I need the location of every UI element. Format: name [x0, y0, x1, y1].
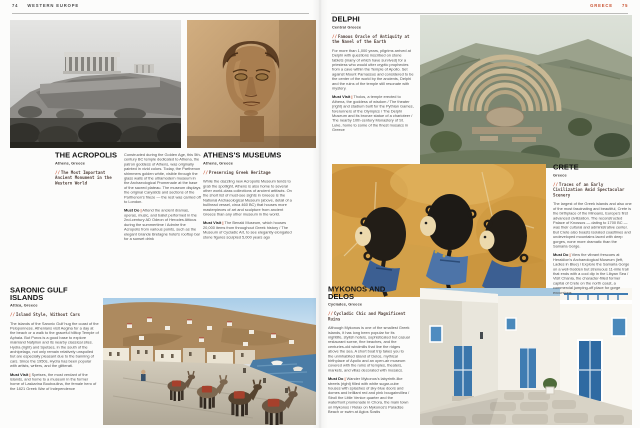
- must-text: Wander Mykonos's labyrinth-like streets (right) filled with white sugar-cube houses with splashes of sky-blue doors and domes and brilliant red and pink bougainvillea / Stroll the Little Venice quarter and the waterfront promenade in Chora, the main town on Mykonos / Relax on Mykonos's Paradise Beach or swim at Agios Sostis: [328, 376, 410, 415]
- must-label: Must Do: [328, 376, 344, 382]
- tagline-slashes-icon: //: [10, 312, 15, 317]
- delphi-theater-photo-art: [420, 15, 632, 168]
- article-location: Attica, Greece: [10, 303, 38, 308]
- article-tagline: Traces of an Early Civilization Amid Spectacular Scenery: [553, 181, 625, 198]
- article-tagline: Famous Oracle of Antiquity at the Navel of the Earth: [332, 33, 410, 45]
- tagline-slashes-icon: //: [203, 169, 208, 175]
- article-title: ATHENS'S MUSEUMS: [203, 151, 282, 160]
- article-title: MYKONOS AND DELOS: [328, 285, 386, 301]
- header-rule-right: [331, 13, 628, 14]
- must-text: Spetses, the most verdant of the islands, and home to a museum in the former home of Laskarina Bouboulina, the female hero of the 1821 Greek War of Independence: [10, 372, 97, 391]
- tagline-slashes-icon: //: [553, 181, 558, 187]
- header-rule-left: [12, 13, 309, 14]
- stone-head-photo: [187, 20, 316, 148]
- must-text: The Benaki Museum, which houses 20,000 items from throughout Greek history / The Museum of Cycladic Art, to see elegantly elongated stone figures sculpted 5,000 years ago: [203, 220, 292, 240]
- article-location: Cyclades, Greece: [328, 302, 363, 307]
- must-separator: |: [344, 376, 346, 382]
- page-number-right: 75: [621, 3, 628, 8]
- article-crete: [553, 164, 632, 426]
- article-body: For more than 1,000 years, pilgrims arrived at Delphi with questions inscribed on stone tablets (many of which have survived) for a priestess who would utter cryptic prophecies from a cave within the Temple of Apollo. Set against Mount Parnassus and considered to be the center of the world by the ancients, Delphi and the ruins of the temple still resonate with mystery.: [332, 48, 414, 91]
- section-title-left: WESTERN EUROPE: [27, 3, 80, 8]
- must-separator: |: [351, 94, 353, 100]
- article-delphi: [332, 16, 414, 249]
- section-title-right: GREECE: [589, 3, 613, 8]
- article-title: CRETE: [553, 163, 579, 172]
- must-separator: |: [29, 372, 31, 377]
- tagline-slashes-icon: //: [332, 33, 337, 39]
- acropolis-photo-art: [10, 20, 181, 148]
- must-separator: |: [140, 208, 142, 213]
- tagline-slashes-icon: //: [328, 311, 333, 316]
- must-text: Attend the ancient dramas, operas, music, and ballet performed in the 2nd-century AD Odeon of Herodes Atticus during the summertime / Admire the Acropolis from various points, such as the elegant Grande Bretagne hotel's rooftop bar for a sunset drink: [124, 208, 200, 241]
- delphi-theater-photo: [420, 15, 632, 168]
- article-body: Although Mykonos is one of the smallest Greek islands, it has long been popular for its nightlife, stylish hotels, sophisticated but casual restaurant scene, fine beaches, and the centuries-old windmills that line the ridges above the sea. A short boat trip takes you to the uninhabited island of Delos, mythical birthplace of Apollo and an open-air museum covered with the ruins of temples, theaters, markets, and villas decorated with mosaics.: [328, 325, 410, 373]
- article-location: Greece: [553, 172, 567, 178]
- article-body: The islands of the Saronic Gulf hug the coast of the Peloponnese. Athenians visit Aegina for a day at the beach or a walk to the graceful hilltop Temple of Aphaia. But Poros is a good base to explore mainland Nafplion and its nearby classical sites. Hydra (right) and Spetses, in the south of the archipelago, not only remain relatively unspoiled but are especially pleasant due to the banning of cars. Since the 1950s, Hydra has been popular with artists, writers, and the glitterati.: [10, 321, 99, 369]
- must-separator: |: [222, 220, 224, 226]
- must-text: Tholos, a temple erected to Athena, the goddess of wisdom / The theater (right) and stadium built for the Pythian Games, forerunners of the Olympics / The Delphi Museum and its bronze statue of a charioteer / The nearby 10th-century Monastery of St. Luke, home to some of the finest mosaics in Greece: [332, 94, 414, 133]
- article-location: Athens, Greece: [203, 160, 234, 166]
- article-location: Central Greece: [332, 24, 362, 30]
- must-label: Must Visit: [203, 220, 222, 226]
- article-body: While the dazzling new Acropolis Museum tends to grab the spotlight, Athens is also home to several other world-class collections of ancient artifacts. On the short list of must-see sights in Greece is the National Archaeological Museum (above, detail of a bullhead vessel, circa 460 BC) that houses more masterpieces of art and sculpture from ancient Greece than any other museum in the world.: [203, 179, 292, 217]
- must-label: Must Visit: [10, 372, 29, 377]
- must-label: Must Visit: [332, 94, 351, 100]
- stone-head-photo-art: [187, 20, 316, 148]
- article-title: SARONIC GULF ISLANDS: [10, 286, 68, 302]
- page-number-left: 74: [12, 3, 19, 8]
- article-athens-museums: [203, 152, 295, 327]
- article-tagline: Preserving Greek Heritage: [208, 169, 271, 175]
- article-mykonos-delos: [328, 286, 410, 428]
- article-tagline: Cycladic Chic and Magnificent Ruins: [328, 311, 406, 322]
- must-separator: |: [569, 252, 571, 258]
- must-label: Must Do: [553, 252, 569, 258]
- article-body: The largest of the Greek islands and also one of the most fascinating and beautiful, Crete is the birthplace of the Minoans, Europe's first advanced civilization. The reconstructed Palace of Knossos — dating to 1700 BC — was their cultural and administrative center. But Crete also boasts isolated coastlines and undeveloped mountains laced with deep gorges, none more dramatic than the Samaria Gorge.: [553, 201, 632, 249]
- article-location: Athens, Greece: [55, 160, 86, 166]
- article-body: Constructed during the Golden Age, this 5th-century BC temple dedicated to Athena, the patron goddess of Athens, was originally painted in vivid colors. Today, the Parthenon shimmers golden white, visible through the glass walls of the ultramodern museum in the Archaeological Promenade at the base of the sacred plateau. The museum displays the original Caryatids and sections of the Parthenon's frieze — the rest was carried off to London.: [124, 152, 201, 205]
- tagline-slashes-icon: //: [55, 169, 60, 175]
- article-title: THE ACROPOLIS: [55, 151, 118, 160]
- article-tagline: Island Style, Without Cars: [15, 312, 81, 317]
- must-label: Must Do: [124, 208, 140, 213]
- must-text: View the vibrant frescoes at Heraklion's Archaeological Museum (left, Ladies in Blue) / Explore the Samaria Gorge on a well-trodden but strenuous 11-mile trail that ends with a cool dip in the Libyan Sea / Visit Chania, the character-filled former capital of Crete on the north coast, a commercial jumping-off place for gorge excursions: [553, 252, 630, 295]
- article-saronic-gulf-islands: [10, 287, 99, 428]
- article-title: DELPHI: [332, 15, 360, 24]
- acropolis-photo: [10, 20, 181, 148]
- article-tagline: The Most Important Ancient Monument in the Western World: [55, 169, 112, 186]
